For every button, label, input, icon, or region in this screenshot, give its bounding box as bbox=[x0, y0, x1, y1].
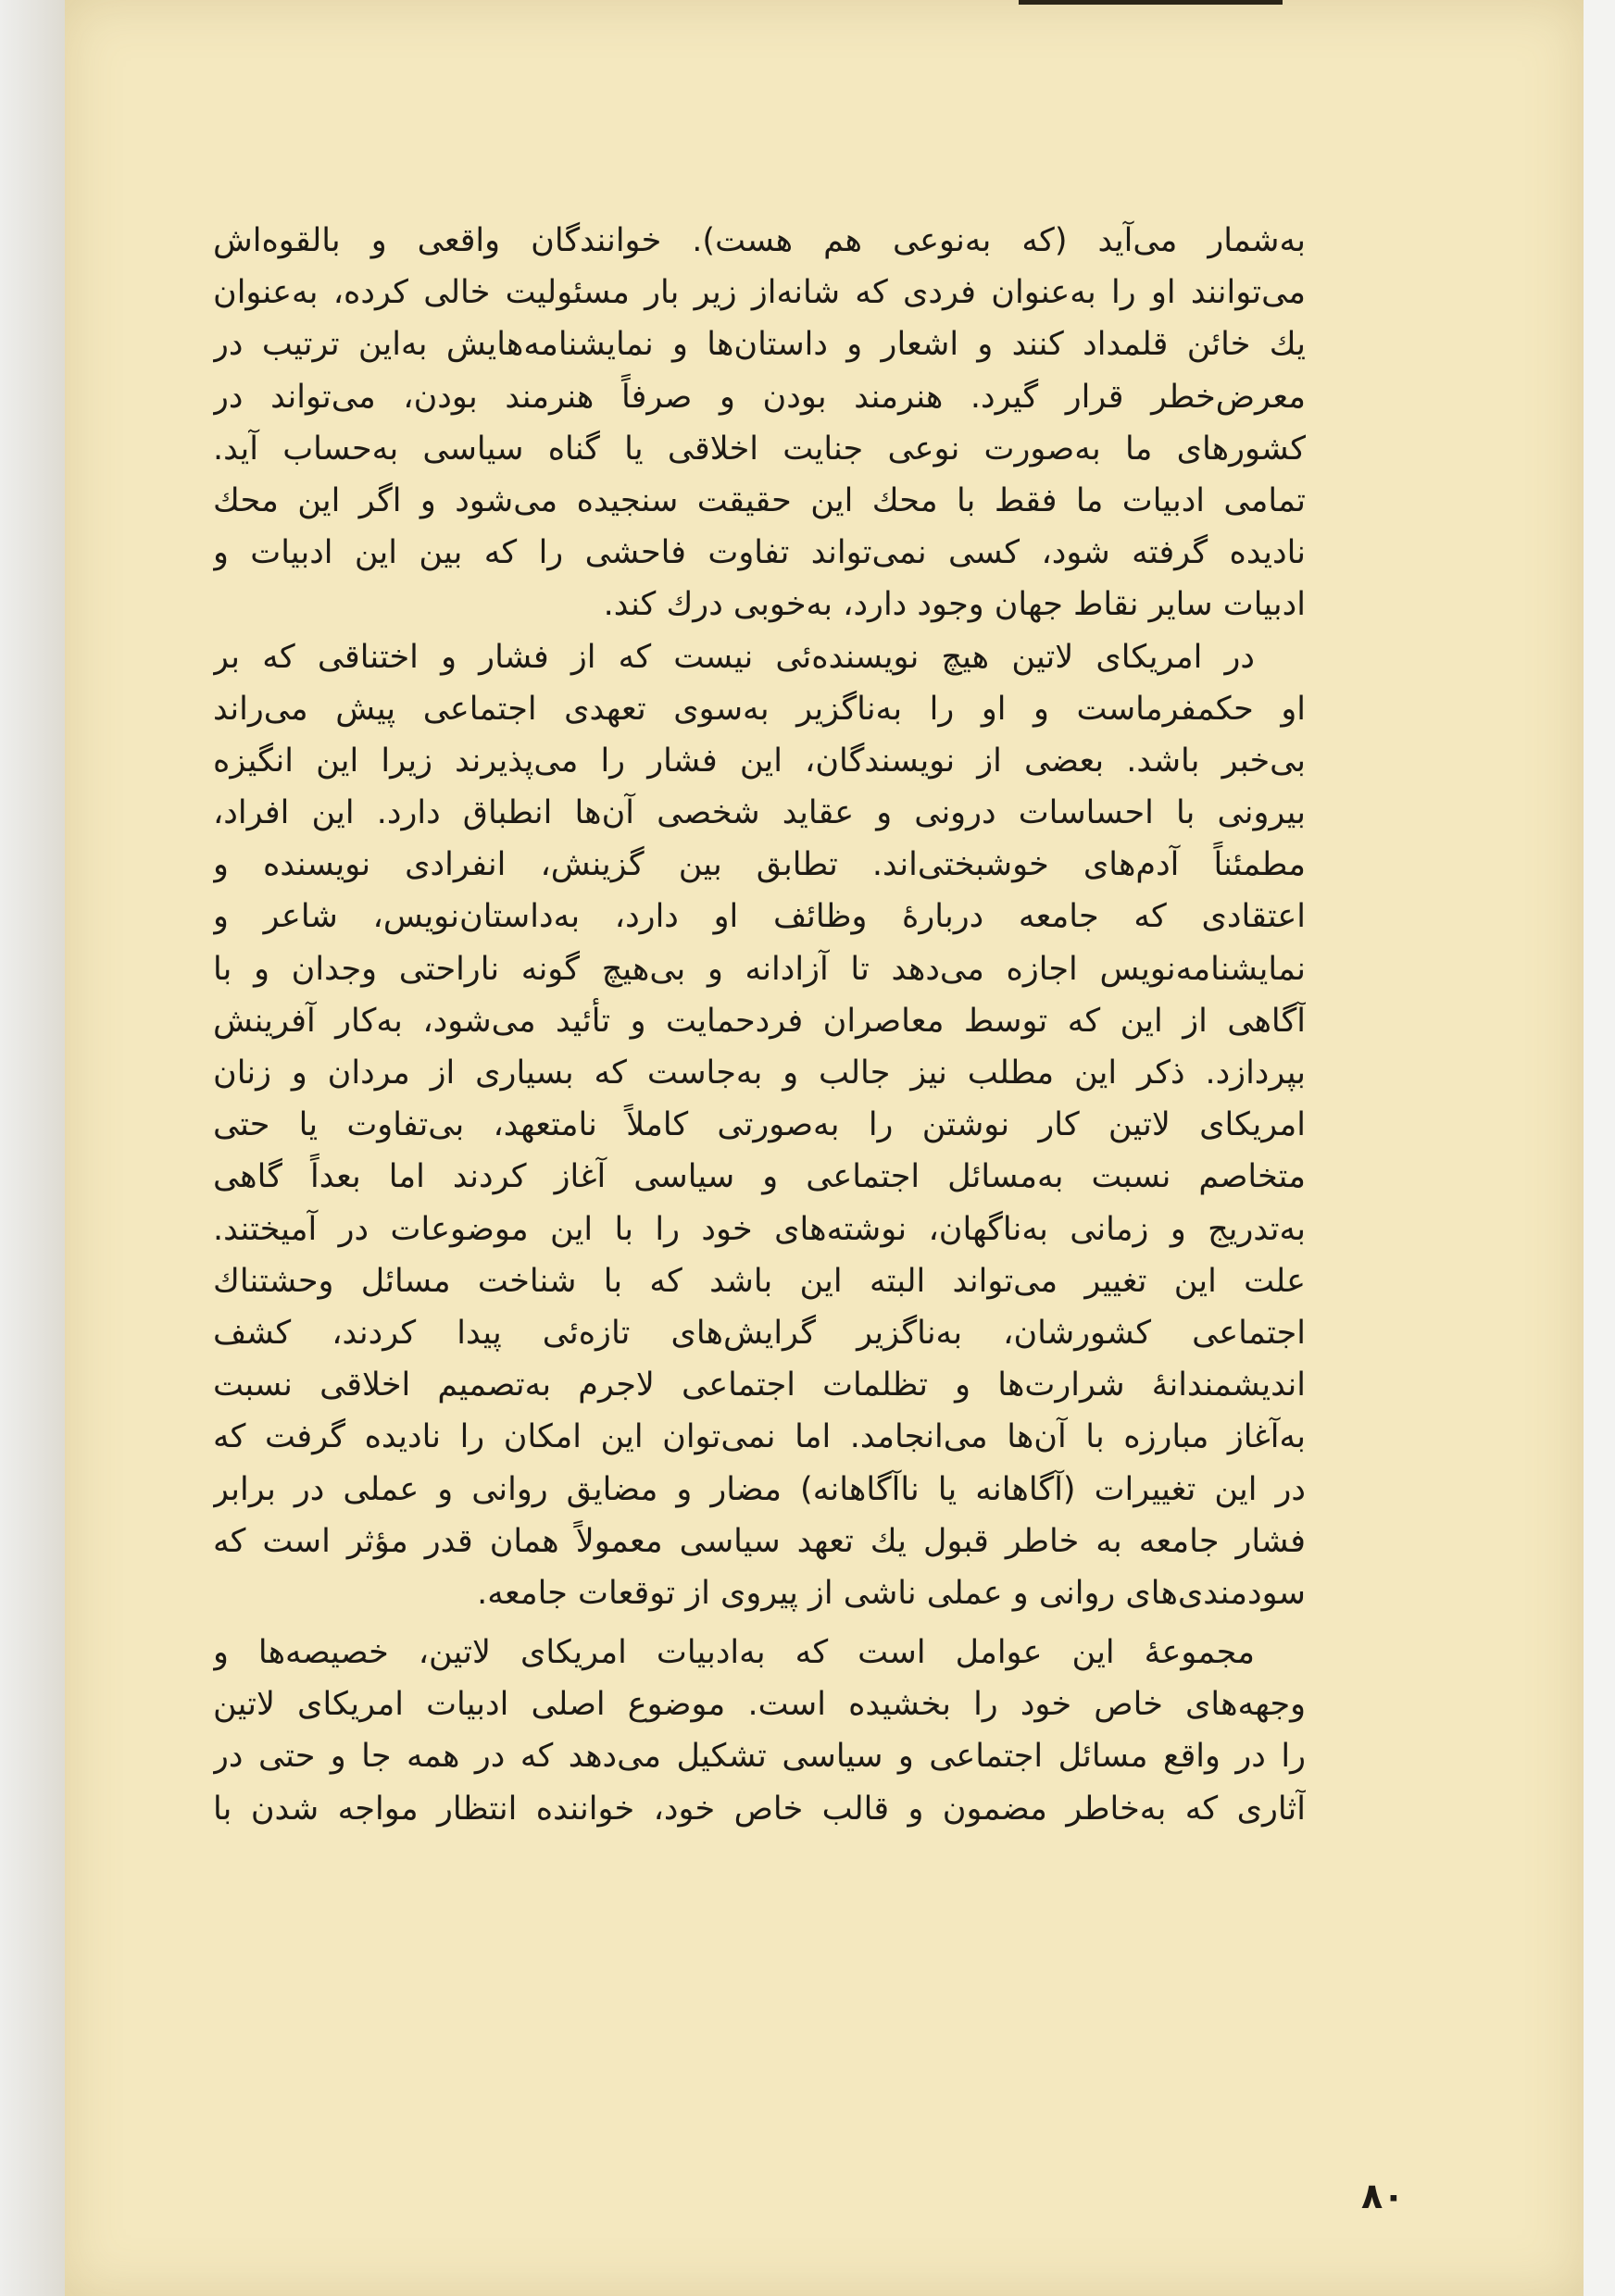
text-line: وجهه‌های خاص خود را بخشیده است. موضوع اصلی ادبیات امریکای لاتین bbox=[213, 1686, 1306, 1724]
text-line: بیرونی با احساسات درونی و عقاید شخصی آن‌ها انطباق دارد. این افراد، bbox=[213, 794, 1306, 832]
text-line: امریکای لاتین کار نوشتن را به‌صورتی کاملاً نامتعهد، بی‌تفاوت یا حتی bbox=[213, 1106, 1306, 1144]
text-line: یك خائن قلمداد کنند و اشعار و داستان‌ها و نمایشنامه‌هایش به‌این ترتیب در bbox=[213, 326, 1306, 364]
text-line: به‌تدریج و زمانی به‌ناگهان، نوشته‌های خود را با این موضوعات در آمیختند. bbox=[213, 1210, 1306, 1248]
header-rule bbox=[1019, 0, 1283, 5]
text-line: می‌توانند او را به‌عنوان فردی که شانه‌از زیر بار مسئولیت خالی کرده، به‌عنوان bbox=[213, 274, 1306, 312]
text-line: در امریکای لاتین هیچ نویسنده‌ئی نیست که از فشار و اختناقی که بر bbox=[213, 638, 1255, 676]
text-line: کشورهای ما به‌صورت نوعی جنایت اخلاقی یا گناه سیاسی به‌حساب آید. bbox=[213, 430, 1306, 468]
text-line: علت این تغییر می‌تواند البته این باشد که با شناخت مسائل وحشتناك bbox=[213, 1262, 1306, 1300]
body-text bbox=[213, 215, 1306, 1835]
paragraph-gap bbox=[213, 1619, 1306, 1627]
text-line: متخاصم نسبت به‌مسائل اجتماعی و سیاسی آغاز کردند اما بعداً گاهی bbox=[213, 1158, 1306, 1196]
text-line: بپردازد. ذکر این مطلب نیز جالب و به‌جاست که بسیاری از مردان و زنان bbox=[213, 1054, 1306, 1092]
text-line: فشار جامعه به خاطر قبول یك تعهد سیاسی معمولاً همان قدر مؤثر است که bbox=[213, 1522, 1306, 1560]
text-line: او حکمفرماست و او را به‌ناگزیر به‌سوی تعهدی اجتماعی پیش می‌راند bbox=[213, 690, 1306, 728]
text-line: ادبیات سایر نقاط جهان وجود دارد، به‌خوبی درك کند. bbox=[603, 586, 1306, 624]
page-number: ۸۰ bbox=[1361, 2176, 1405, 2216]
text-line: نمایشنامه‌نویس اجازه می‌دهد تا آزادانه و بی‌هیچ گونه ناراحتی وجدان و با bbox=[213, 950, 1306, 988]
text-line: اندیشمندانهٔ شرارت‌ها و تظلمات اجتماعی لاجرم به‌تصمیم اخلاقی نسبت bbox=[213, 1366, 1306, 1404]
paragraph-1 bbox=[213, 215, 1306, 631]
text-line: آثاری که به‌خاطر مضمون و قالب خاص خود، خواننده انتظار مواجه شدن با bbox=[213, 1790, 1306, 1828]
paragraph-2 bbox=[213, 631, 1306, 1620]
text-line: اجتماعی کشورشان، به‌ناگزیر گرایش‌های تازه‌ئی پیدا کردند، کشف bbox=[213, 1314, 1306, 1352]
text-line: در این تغییرات (آگاهانه یا ناآگاهانه) مضار و مضایق روانی و عملی در برابر bbox=[213, 1470, 1306, 1508]
text-line: تمامی ادبیات ما فقط با محك این حقیقت سنجیده می‌شود و اگر این محك bbox=[213, 481, 1306, 519]
scan-edge-shadow bbox=[0, 0, 65, 2296]
text-line: سودمندی‌های روانی و عملی ناشی از پیروی از توقعات جامعه. bbox=[477, 1574, 1306, 1612]
text-line: به‌شمار می‌آید (که به‌نوعی هم هست). خوانندگان واقعی و بالقوه‌اش bbox=[213, 222, 1306, 259]
text-line: بی‌خبر باشد. بعضی از نویسندگان، این فشار را می‌پذیرند زیرا این انگیزه bbox=[213, 742, 1306, 780]
text-line: مجموعهٔ این عوامل است که به‌ادبیات امریکای لاتین، خصیصه‌ها و bbox=[213, 1634, 1255, 1672]
text-line: به‌آغاز مبارزه با آن‌ها می‌انجامد. اما نمی‌توان این امکان را نادیده گرفت که bbox=[213, 1418, 1306, 1456]
text-line: اعتقادی که جامعه دربارهٔ وظائف او دارد، به‌داستان‌نویس، شاعر و bbox=[213, 898, 1306, 936]
text-line: مطمئناً آدم‌های خوشبختی‌اند. تطابق بین گزینش، انفرادی نویسنده و bbox=[213, 846, 1306, 884]
text-line: را در واقع مسائل اجتماعی و سیاسی تشکیل می‌دهد که در همه جا و حتی در bbox=[213, 1738, 1306, 1776]
paragraph-3 bbox=[213, 1627, 1306, 1835]
text-line: نادیده گرفته شود، کسی نمی‌تواند تفاوت فاحشی را که بین این ادبیات و bbox=[213, 534, 1306, 572]
text-line: معرض‌خطر قرار گیرد. هنرمند بودن و صرفاً هنرمند بودن، می‌تواند در bbox=[213, 378, 1306, 416]
text-line: آگاهی از این که توسط معاصران فردحمایت و تأئید می‌شود، به‌کار آفرینش bbox=[213, 1002, 1306, 1040]
